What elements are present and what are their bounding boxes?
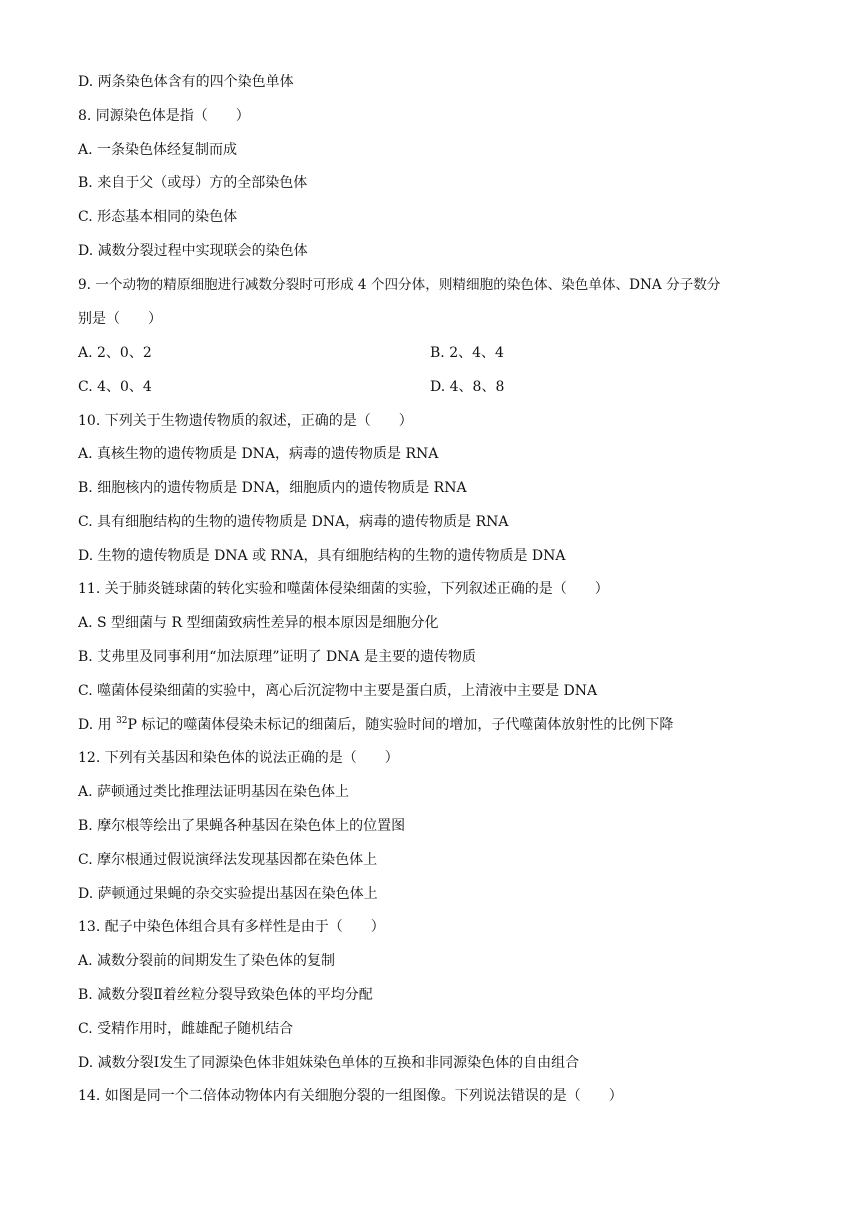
q11-option-d-prefix: D. 用: [78, 717, 117, 733]
q8-option-a: A. 一条染色体经复制而成: [78, 142, 238, 158]
q12-option-a: A. 萨顿通过类比推理法证明基因在染色体上: [78, 784, 350, 800]
q11-option-a: A. S 型细菌与 R 型细菌致病性差异的根本原因是细胞分化: [78, 615, 439, 631]
q13-option-c: C. 受精作用时，雌雄配子随机结合: [78, 1021, 294, 1037]
q11-option-d-suffix: P 标记的噬菌体侵染未标记的细菌后，随实验时间的增加，子代噬菌体放射性的比例下降: [127, 717, 674, 733]
q8-option-b: B. 来自于父（或母）方的全部染色体: [78, 175, 308, 191]
q12-option-d: D. 萨顿通过果蝇的杂交实验提出基因在染色体上: [78, 886, 378, 902]
q12-option-c: C. 摩尔根通过假说演绎法发现基因都在染色体上: [78, 852, 378, 868]
q9-option-d: D. 4、8、8: [430, 379, 505, 395]
q9-stem-line1: 9. 一个动物的精原细胞进行减数分裂时可形成 4 个四分体，则精细胞的染色体、染色单体、DNA 分子数分: [78, 277, 721, 293]
q13-option-a: A. 减数分裂前的间期发生了染色体的复制: [78, 953, 336, 969]
isotope-superscript: 32: [116, 716, 128, 726]
q11-stem: 11. 关于肺炎链球菌的转化实验和噬菌体侵染细菌的实验，下列叙述正确的是（ ）: [78, 581, 609, 597]
q14-stem: 14. 如图是同一个二倍体动物体内有关细胞分裂的一组图像。下列说法错误的是（ ）: [78, 1088, 623, 1104]
q13-stem: 13. 配子中染色体组合具有多样性是由于（ ）: [78, 919, 385, 935]
q8-stem: 8. 同源染色体是指（ ）: [78, 108, 250, 124]
q12-option-b: B. 摩尔根等绘出了果蝇各种基因在染色体上的位置图: [78, 818, 406, 834]
q13-option-b: B. 减数分裂Ⅱ着丝粒分裂导致染色体的平均分配: [78, 987, 373, 1003]
q9-stem-line2: 别是（ ）: [78, 311, 162, 327]
q9-option-c: C. 4、0、4: [78, 379, 152, 395]
q12-stem: 12. 下列有关基因和染色体的说法正确的是（ ）: [78, 750, 399, 766]
q9-option-b: B. 2、4、4: [430, 345, 504, 361]
q8-option-c: C. 形态基本相同的染色体: [78, 209, 238, 225]
q10-option-d: D. 生物的遗传物质是 DNA 或 RNA，具有细胞结构的生物的遗传物质是 DNA: [78, 548, 566, 564]
q10-option-b: B. 细胞核内的遗传物质是 DNA，细胞质内的遗传物质是 RNA: [78, 480, 467, 496]
q11-option-b: B. 艾弗里及同事利用“加法原理”证明了 DNA 是主要的遗传物质: [78, 649, 476, 665]
q10-stem: 10. 下列关于生物遗传物质的叙述，正确的是（ ）: [78, 413, 413, 429]
q7-option-d: D. 两条染色体含有的四个染色单体: [78, 74, 294, 90]
q9-option-a: A. 2、0、2: [78, 345, 152, 361]
q10-option-a: A. 真核生物的遗传物质是 DNA，病毒的遗传物质是 RNA: [78, 446, 439, 462]
q11-option-d: [78, 715, 673, 735]
q13-option-d: D. 减数分裂Ⅰ发生了同源染色体非姐妹染色单体的互换和非同源染色体的自由组合: [78, 1055, 580, 1071]
q10-option-c: C. 具有细胞结构的生物的遗传物质是 DNA，病毒的遗传物质是 RNA: [78, 514, 509, 530]
q8-option-d: D. 减数分裂过程中实现联会的染色体: [78, 243, 308, 259]
q11-option-c: C. 噬菌体侵染细菌的实验中，离心后沉淀物中主要是蛋白质，上清液中主要是 DNA: [78, 683, 598, 699]
